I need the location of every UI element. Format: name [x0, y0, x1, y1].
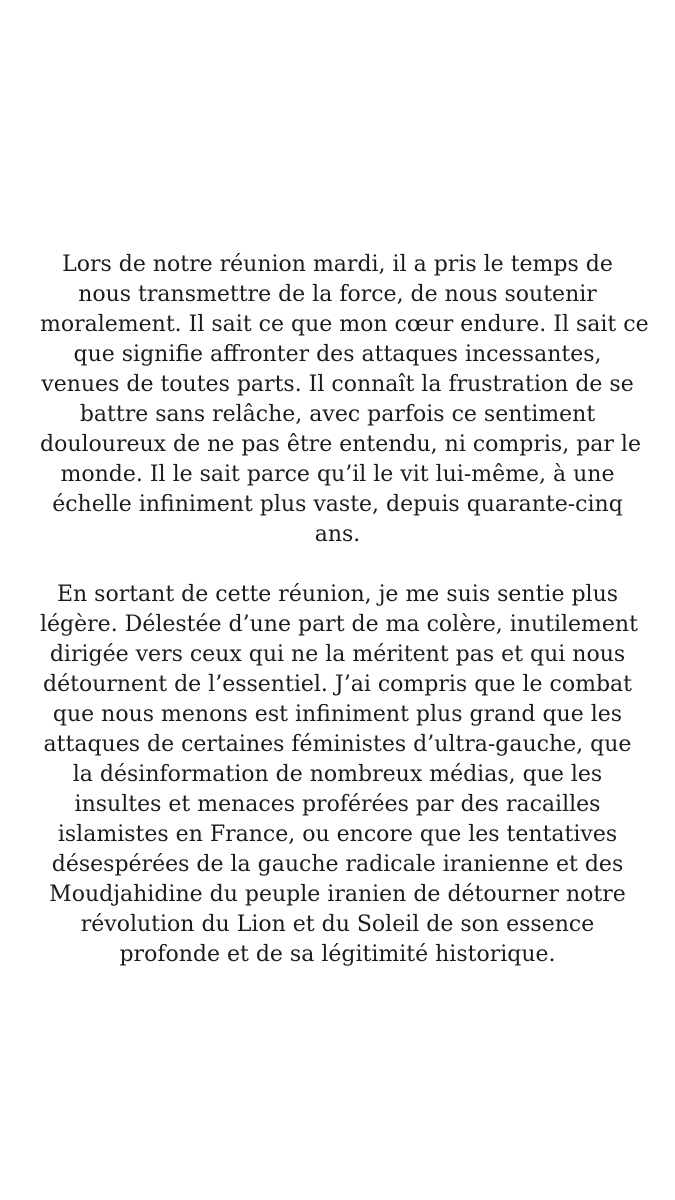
- text-line: Moudjahidine du peuple iranien de détourner notre: [49, 882, 626, 907]
- text-line: échelle infiniment plus vaste, depuis quarante-cinq: [52, 492, 623, 517]
- text-line: Lors de notre réunion mardi, il a pris le temps de: [62, 252, 613, 277]
- text-line: légère. Délestée d’une part de ma colère, inutilement: [40, 612, 638, 637]
- text-line: En sortant de cette réunion, je me suis sentie plus: [56, 582, 619, 607]
- text-line: nous transmettre de la force, de nous soutenir: [78, 282, 597, 307]
- text-line: islamistes en France, ou encore que les tentatives: [57, 822, 618, 847]
- text-line: révolution du Lion et du Soleil de son essence: [80, 912, 595, 937]
- text-line: douloureux de ne pas être entendu, ni compris, par le: [40, 432, 641, 457]
- text-line: la désinformation de nombreux médias, que les: [72, 762, 603, 787]
- text-line: dirigée vers ceux qui ne la méritent pas et qui nous: [49, 642, 626, 667]
- paragraph-2: [40, 580, 638, 970]
- text-line: attaques de certaines féministes d’ultra-gauche, que: [43, 732, 632, 757]
- text-line: venues de toutes parts. Il connaît la frustration de se: [41, 372, 634, 397]
- text-line: battre sans relâche, avec parfois ce sentiment: [79, 402, 596, 427]
- text-line: que nous menons est infiniment plus grand que les: [52, 702, 623, 727]
- story-text: [0, 250, 675, 970]
- text-line: profonde et de sa légitimité historique.: [119, 942, 556, 967]
- paragraph-1: [40, 250, 649, 550]
- text-line: moralement. Il sait ce que mon cœur endure. Il sait ce: [40, 312, 649, 337]
- text-line: détournent de l’essentiel. J’ai compris que le combat: [43, 672, 632, 697]
- text-line: que signifie affronter des attaques incessantes,: [73, 342, 602, 367]
- text-line: insultes et menaces proférées par des racailles: [74, 792, 601, 817]
- text-line: ans.: [314, 522, 361, 547]
- text-line: désespérées de la gauche radicale iranienne et des: [51, 852, 624, 877]
- text-line: monde. Il le sait parce qu’il le vit lui-même, à une: [60, 462, 615, 487]
